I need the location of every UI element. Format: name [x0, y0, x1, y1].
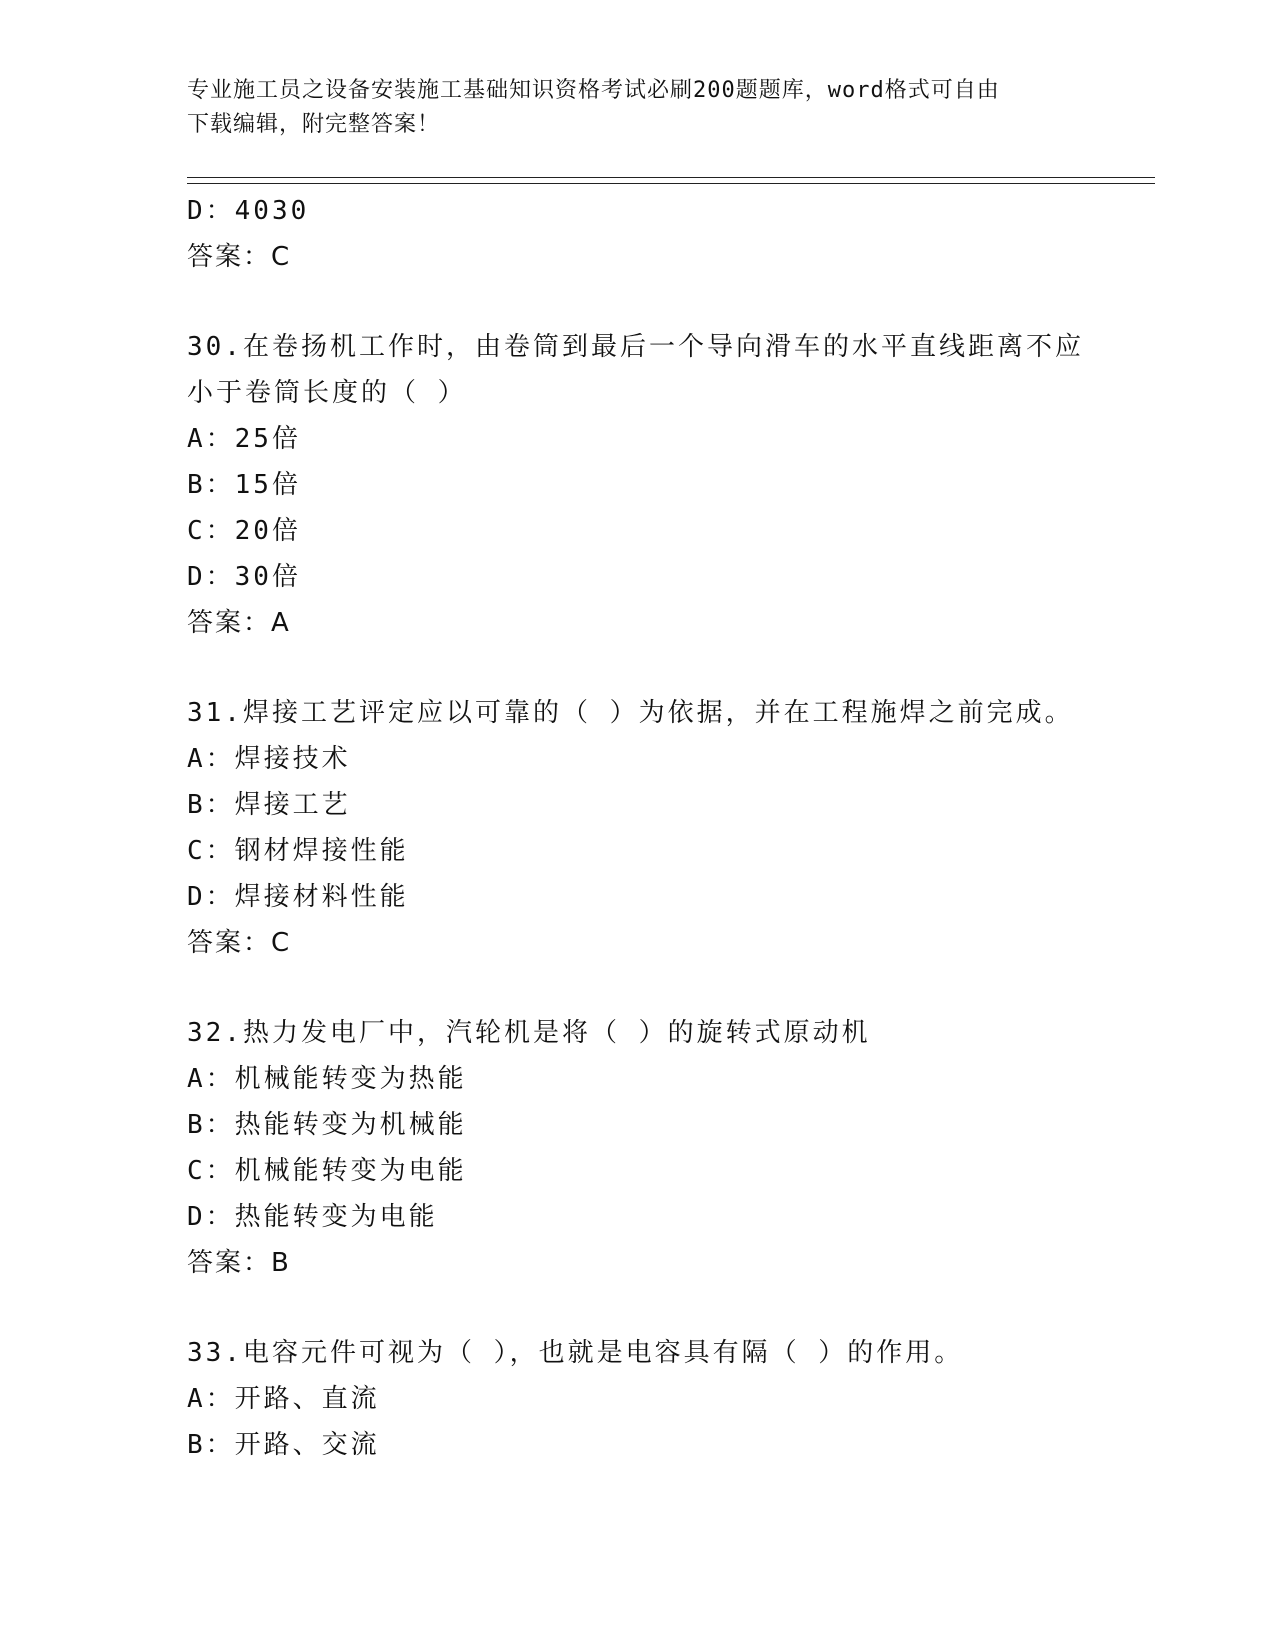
option-d: D：热能转变为电能	[187, 1202, 438, 1232]
option-b: B：15倍	[187, 470, 301, 500]
question-30	[187, 324, 1147, 646]
question-stem-continued: 小于卷筒长度的（ ）	[187, 378, 467, 408]
answer: 答案：C	[187, 928, 292, 958]
option-a: A：机械能转变为热能	[187, 1064, 467, 1094]
question-stem: 33.电容元件可视为（ ），也就是电容具有隔（ ）的作用。	[187, 1338, 964, 1368]
question-31	[187, 690, 1147, 966]
question-stem: 32.热力发电厂中，汽轮机是将（ ）的旋转式原动机	[187, 1018, 871, 1048]
option-c: C：机械能转变为电能	[187, 1156, 467, 1186]
document-header	[187, 74, 1087, 142]
option-a: A：25倍	[187, 424, 301, 454]
option-c: C：钢材焊接性能	[187, 836, 409, 866]
option-b: B：开路、交流	[187, 1430, 380, 1460]
question-stem: 30.在卷扬机工作时，由卷筒到最后一个导向滑车的水平直线距离不应	[187, 332, 1084, 362]
option-b: B：热能转变为机械能	[187, 1110, 467, 1140]
header-line-1: 专业施工员之设备安装施工基础知识资格考试必刷200题题库，word格式可自由	[187, 78, 1000, 103]
header-divider	[187, 177, 1155, 184]
question-list	[187, 188, 1147, 1468]
answer: 答案：B	[187, 1248, 291, 1278]
answer: 答案：A	[187, 608, 291, 638]
option-b: B：焊接工艺	[187, 790, 351, 820]
question-33	[187, 1330, 1147, 1468]
option-d: D：30倍	[187, 562, 301, 592]
option-c: C：20倍	[187, 516, 301, 546]
option-d: D：焊接材料性能	[187, 882, 409, 912]
header-line-2: 下载编辑，附完整答案！	[187, 112, 441, 137]
question-32	[187, 1010, 1147, 1286]
question-stem: 31.焊接工艺评定应以可靠的（ ）为依据，并在工程施焊之前完成。	[187, 698, 1074, 728]
option-a: A：开路、直流	[187, 1384, 380, 1414]
prev-answer: 答案：C	[187, 242, 292, 272]
option-a: A：焊接技术	[187, 744, 351, 774]
prev-option-d: D：4030	[187, 196, 310, 226]
